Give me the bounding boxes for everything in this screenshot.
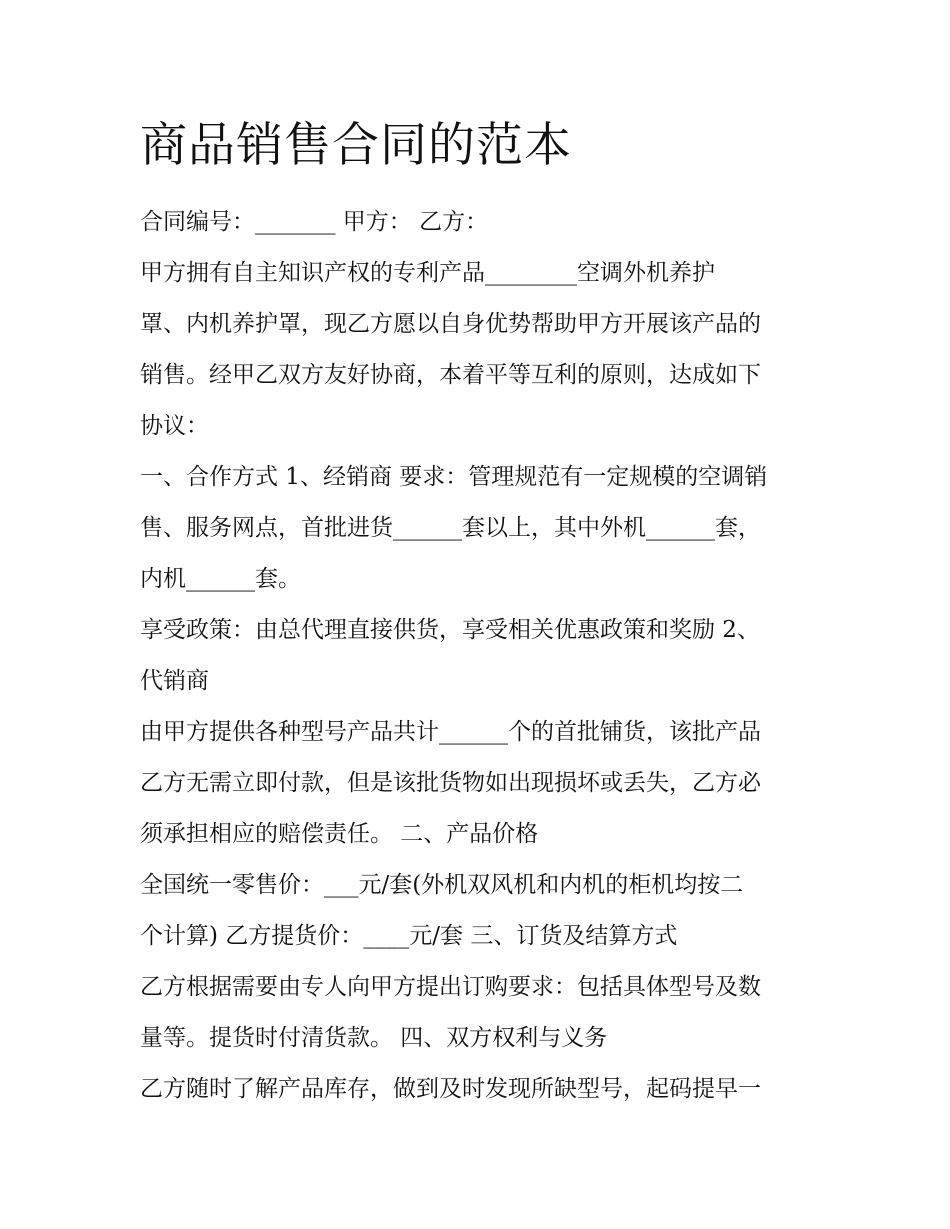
body-line-18: 乙方随时了解产品库存，做到及时发现所缺型号，起码提早一	[140, 1076, 761, 1102]
body-line-9: 享受政策：由总代理直接供货，享受相关优惠政策和奖励 2、	[140, 617, 760, 643]
body-line-2: 甲方拥有自主知识产权的专利产品________空调外机养护	[140, 260, 715, 286]
body-line-12: 乙方无需立即付款，但是该批货物如出现损坏或丢失，乙方必	[140, 770, 761, 796]
body-line-17: 量等。提货时付清货款。 四、双方权利与义务	[140, 1025, 608, 1051]
body-line-7: 售、服务网点，首批进货______套以上，其中外机______套，	[140, 515, 761, 541]
body-line-11: 由甲方提供各种型号产品共计______个的首批铺货，该批产品	[140, 719, 761, 745]
body-line-5: 协议：	[140, 413, 209, 439]
body-line-6: 一、合作方式 1、经销商 要求：管理规范有一定规模的空调销	[140, 464, 768, 490]
body-line-3: 罩、内机养护罩，现乙方愿以自身优势帮助甲方开展该产品的	[140, 311, 761, 337]
body-line-14: 全国统一零售价：___元/套(外机双风机和内机的柜机均按二	[140, 872, 744, 898]
body-line-16: 乙方根据需要由专人向甲方提出订购要求：包括具体型号及数	[140, 974, 761, 1000]
body-line-10: 代销商	[140, 668, 209, 694]
document-title: 商品销售合同的范本	[140, 118, 572, 173]
body-line-8: 内机______套。	[140, 566, 301, 592]
body-line-1: 合同编号：_______ 甲方： 乙方：	[140, 209, 489, 235]
body-line-4: 销售。经甲乙双方友好协商，本着平等互利的原则，达成如下	[140, 362, 761, 388]
body-line-13: 须承担相应的赔偿责任。 二、产品价格	[140, 821, 539, 847]
body-line-15: 个计算) 乙方提货价：____元/套 三、订货及结算方式	[140, 923, 678, 949]
